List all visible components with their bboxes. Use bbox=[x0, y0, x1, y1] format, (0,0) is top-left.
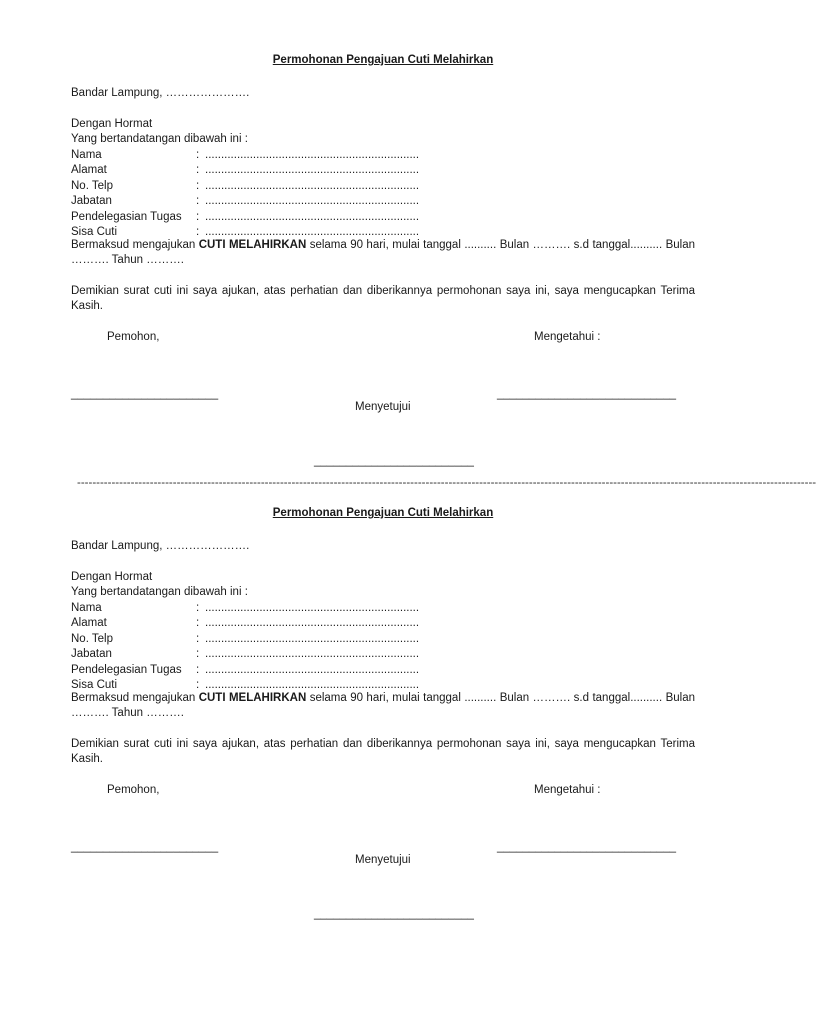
field-row-nama bbox=[71, 148, 695, 163]
field-row-alamat bbox=[71, 163, 695, 178]
leave-form-2 bbox=[71, 505, 695, 935]
greeting-block bbox=[71, 117, 248, 148]
field-blank: ................................................................... bbox=[205, 210, 420, 223]
applicant-label: Pemohon, bbox=[107, 331, 160, 343]
purpose-paragraph bbox=[71, 238, 695, 269]
field-blank: ................................................................... bbox=[205, 149, 420, 161]
approved-label: Menyetujui bbox=[355, 854, 411, 866]
closing-paragraph: Demikian surat cuti ini saya ajukan, atas perhatian dan diberikannya permohonan saya ini, saya mengucapkan Terima Kasih. bbox=[71, 285, 695, 313]
approver-signature-line: _________________________ bbox=[314, 455, 474, 467]
field-blank: ................................................................... bbox=[205, 663, 420, 676]
field-colon: : bbox=[196, 225, 200, 238]
place-date: Bandar Lampung, …………………. bbox=[71, 540, 250, 552]
field-list bbox=[71, 601, 695, 693]
place-date: Bandar Lampung, …………………. bbox=[71, 87, 250, 99]
field-label: Sisa Cuti bbox=[71, 225, 118, 238]
field-colon: : bbox=[196, 210, 200, 223]
field-blank: ................................................................... bbox=[205, 632, 420, 645]
field-row-pendelegasian-tugas bbox=[71, 210, 695, 225]
approved-label: Menyetujui bbox=[355, 401, 411, 413]
field-row-nama bbox=[71, 601, 695, 616]
field-colon: : bbox=[196, 678, 200, 691]
field-colon: : bbox=[196, 602, 200, 614]
field-colon: : bbox=[196, 164, 200, 177]
applicant-signature-line: _______________________ bbox=[71, 841, 219, 853]
purpose-leave-type: CUTI MELAHIRKAN bbox=[198, 692, 307, 704]
field-blank: ................................................................... bbox=[205, 164, 420, 177]
field-blank: ................................................................... bbox=[205, 617, 420, 630]
field-blank: ................................................................... bbox=[205, 225, 420, 238]
field-row-no-telp bbox=[71, 179, 695, 194]
field-blank: ................................................................... bbox=[205, 648, 420, 661]
purpose-text-post: selama 90 hari, mulai tanggal .......... Bulan ………. s.d tanggal.......... Bulan ………. Tahun ………. bbox=[71, 692, 695, 720]
intro-text: Yang bertandatangan dibawah ini : bbox=[71, 133, 248, 146]
field-label: Sisa Cuti bbox=[71, 678, 118, 691]
greeting-block bbox=[71, 570, 248, 601]
applicant-signature-line: _______________________ bbox=[71, 388, 219, 400]
greeting: Dengan Hormat bbox=[71, 118, 153, 130]
cut-line: ------------------------------------------------------------------------------------------------------------------------------------------------------------------------------------------------- bbox=[77, 477, 816, 489]
field-colon: : bbox=[196, 663, 200, 676]
acknowledger-signature-line: ____________________________ bbox=[497, 841, 677, 853]
field-colon: : bbox=[196, 179, 200, 192]
field-label: Jabatan bbox=[71, 648, 112, 661]
field-colon: : bbox=[196, 617, 200, 630]
field-label: Alamat bbox=[71, 164, 107, 177]
field-label: Nama bbox=[71, 602, 102, 614]
field-colon: : bbox=[196, 632, 200, 645]
field-label: Pendelegasian Tugas bbox=[71, 210, 182, 223]
purpose-paragraph bbox=[71, 691, 695, 722]
field-label: Alamat bbox=[71, 617, 107, 630]
field-list bbox=[71, 148, 695, 240]
field-label: Nama bbox=[71, 149, 102, 161]
acknowledged-label: Mengetahui : bbox=[534, 331, 601, 343]
leave-form-1 bbox=[71, 52, 695, 482]
field-label: No. Telp bbox=[71, 632, 113, 645]
greeting: Dengan Hormat bbox=[71, 571, 153, 583]
applicant-label: Pemohon, bbox=[107, 784, 160, 796]
approver-signature-line: _________________________ bbox=[314, 908, 474, 920]
field-blank: ................................................................... bbox=[205, 678, 420, 691]
form-title: Permohonan Pengajuan Cuti Melahirkan bbox=[272, 54, 494, 66]
field-blank: ................................................................... bbox=[205, 179, 420, 192]
acknowledger-signature-line: ____________________________ bbox=[497, 388, 677, 400]
field-row-pendelegasian-tugas bbox=[71, 663, 695, 678]
field-row-jabatan bbox=[71, 194, 695, 209]
field-label: No. Telp bbox=[71, 179, 113, 192]
field-blank: ................................................................... bbox=[205, 602, 420, 614]
field-colon: : bbox=[196, 149, 200, 161]
field-colon: : bbox=[196, 648, 200, 661]
acknowledged-label: Mengetahui : bbox=[534, 784, 601, 796]
purpose-text-pre: Bermaksud mengajukan bbox=[71, 239, 199, 251]
field-label: Jabatan bbox=[71, 195, 112, 208]
field-blank: ................................................................... bbox=[205, 195, 420, 208]
field-row-alamat bbox=[71, 616, 695, 631]
field-label: Pendelegasian Tugas bbox=[71, 663, 182, 676]
purpose-text-post: selama 90 hari, mulai tanggal .......... Bulan ………. s.d tanggal.......... Bulan ………. Tahun ………. bbox=[71, 239, 695, 267]
field-row-jabatan bbox=[71, 647, 695, 662]
field-row-no-telp bbox=[71, 632, 695, 647]
closing-paragraph: Demikian surat cuti ini saya ajukan, atas perhatian dan diberikannya permohonan saya ini, saya mengucapkan Terima Kasih. bbox=[71, 738, 695, 766]
form-title: Permohonan Pengajuan Cuti Melahirkan bbox=[272, 507, 494, 519]
purpose-leave-type: CUTI MELAHIRKAN bbox=[198, 239, 307, 251]
purpose-text-pre: Bermaksud mengajukan bbox=[71, 692, 199, 704]
field-colon: : bbox=[196, 195, 200, 208]
intro-text: Yang bertandatangan dibawah ini : bbox=[71, 586, 248, 599]
